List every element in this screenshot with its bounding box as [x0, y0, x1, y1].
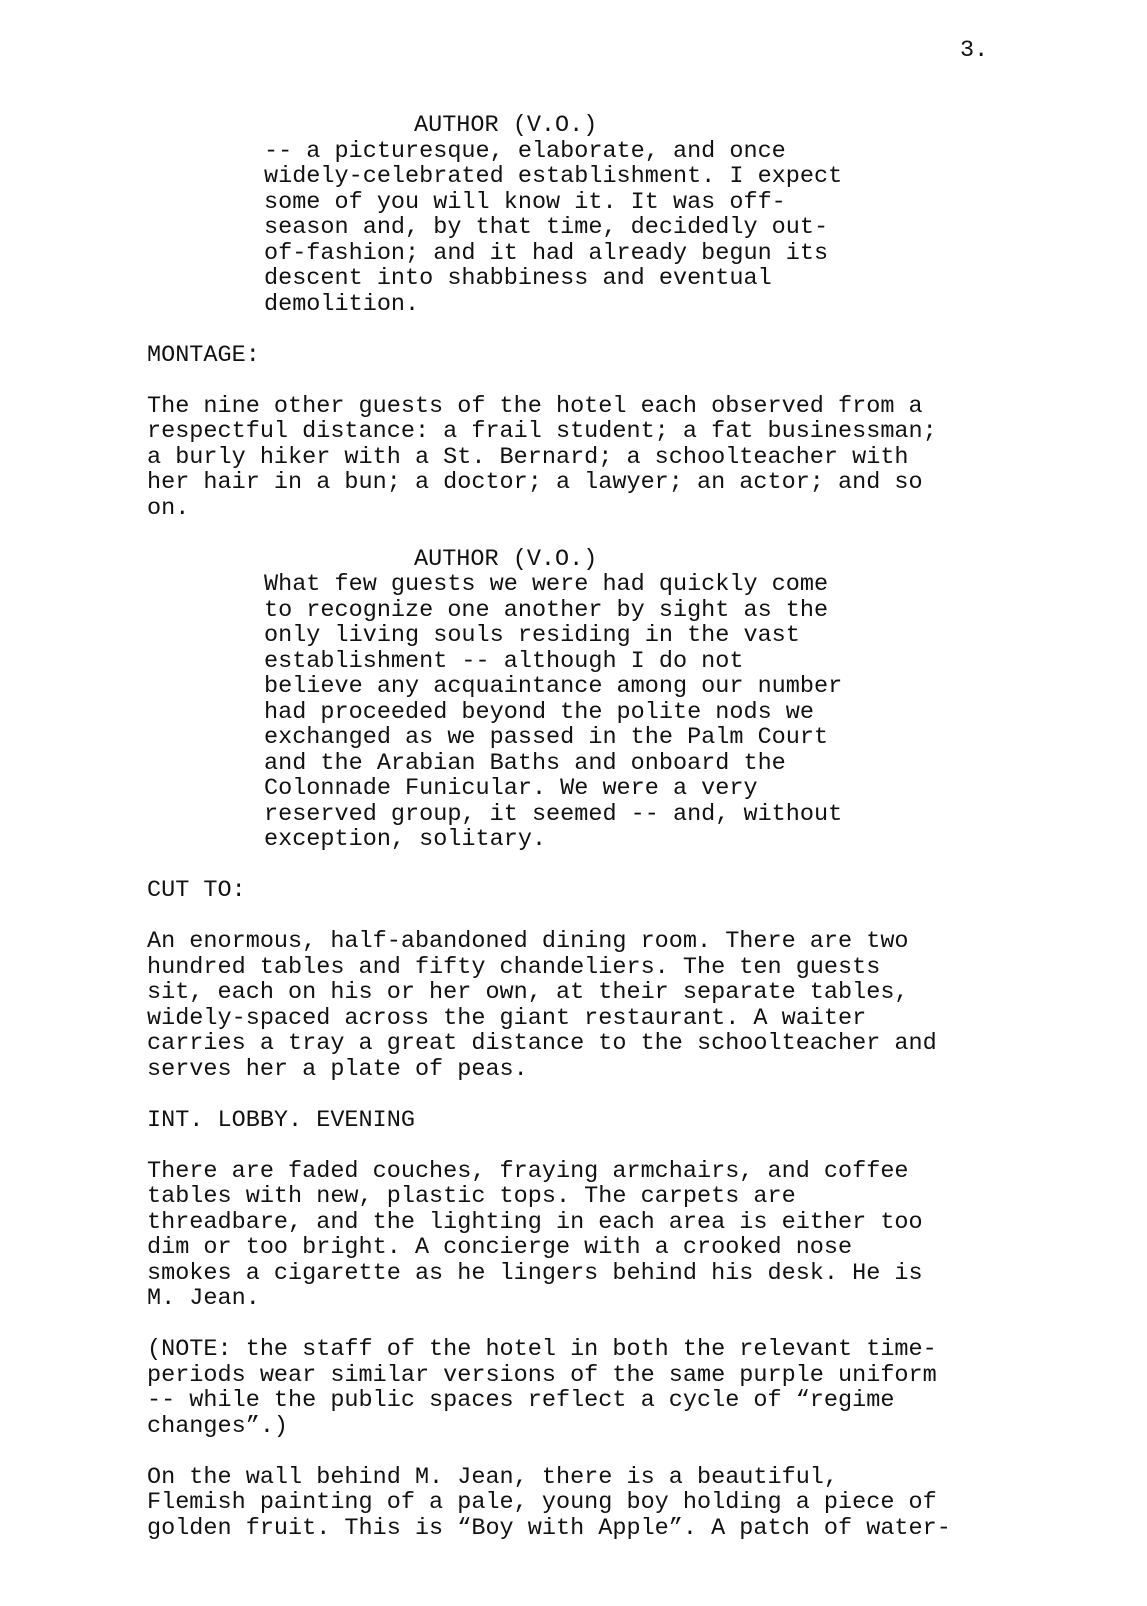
action-line: dim or too bright. A concierge with a crooked nose [147, 1234, 853, 1261]
action-line: tables with new, plastic tops. The carpets are [147, 1183, 796, 1210]
action-line: her hair in a bun; a doctor; a lawyer; an actor; and so [147, 469, 923, 496]
transition-block [147, 343, 1027, 369]
blank-line [147, 1082, 1027, 1108]
heading-line: INT. LOBBY. EVENING [147, 1106, 415, 1134]
action-block [147, 394, 1027, 522]
dialogue-line: exchanged as we passed in the Palm Court [264, 724, 829, 751]
dialogue-line: only living souls residing in the vast [264, 622, 800, 649]
dialogue-line: -- a picturesque, elaborate, and once [264, 137, 786, 165]
action-line: On the wall behind M. Jean, there is a beautiful, [147, 1463, 839, 1491]
action-block [147, 929, 1027, 1082]
dialogue-line: reserved group, it seemed -- and, without [264, 800, 843, 828]
dialogue-line: had proceeded beyond the polite nods we [264, 698, 814, 726]
dialogue-line: exception, solitary. [264, 826, 547, 853]
action-line: M. Jean. [147, 1285, 260, 1312]
transition-line: MONTAGE: [147, 341, 260, 369]
character-block [147, 113, 1027, 139]
action-line: widely-spaced across the giant restaurant. A waiter [147, 1004, 867, 1032]
action-line: changes”.) [147, 1412, 289, 1440]
action-line: periods wear similar versions of the same purple uniform [147, 1361, 937, 1389]
action-line: Flemish painting of a pale, young boy holding a piece of [147, 1489, 937, 1516]
blank-line [147, 1312, 1027, 1338]
blank-line [147, 521, 1027, 547]
action-line: threadbare, and the lighting in each area is either too [147, 1208, 923, 1236]
action-block [147, 1465, 1027, 1542]
action-line: on. [147, 494, 190, 522]
dialogue-line: and the Arabian Baths and onboard the [264, 749, 786, 777]
action-line: The nine other guests of the hotel each observed from a [147, 392, 923, 420]
action-line: hundred tables and fifty chandeliers. The ten guests [147, 953, 881, 981]
action-line: serves her a plate of peas. [147, 1055, 528, 1083]
action-line: respectful distance: a frail student; a fat businessman; [147, 418, 937, 445]
character-line: AUTHOR (V.O.) [414, 545, 598, 573]
script-content [147, 113, 1027, 1541]
character-line: AUTHOR (V.O.) [414, 112, 598, 139]
blank-line [147, 904, 1027, 930]
dialogue-line: Colonnade Funicular. We were a very [264, 775, 758, 802]
dialogue-block [147, 139, 1027, 318]
page-number: 3. [960, 37, 989, 64]
action-line: smokes a cigarette as he lingers behind his desk. He is [147, 1259, 923, 1287]
blank-line [147, 853, 1027, 879]
dialogue-line: establishment -- although I do not [264, 647, 744, 675]
dialogue-line: season and, by that time, decidedly out- [264, 214, 829, 241]
character-block [147, 547, 1027, 573]
heading-block [147, 1108, 1027, 1134]
dialogue-line: demolition. [264, 290, 420, 318]
dialogue-line: some of you will know it. It was off- [264, 188, 786, 216]
action-line: (NOTE: the staff of the hotel in both the relevant time- [147, 1336, 937, 1363]
action-line: There are faded couches, fraying armchairs, and coffee [147, 1157, 909, 1185]
action-line: carries a tray a great distance to the schoolteacher and [147, 1030, 937, 1057]
action-line: a burly hiker with a St. Bernard; a schoolteacher with [147, 443, 909, 471]
transition-block [147, 878, 1027, 904]
action-block [147, 1337, 1027, 1439]
dialogue-line: of-fashion; and it had already begun its [264, 239, 829, 267]
blank-line [147, 317, 1027, 343]
dialogue-line: believe any acquaintance among our number [264, 673, 843, 700]
action-line: -- while the public spaces reflect a cycle of “regime [147, 1387, 895, 1414]
action-line: An enormous, half-abandoned dining room. There are two [147, 928, 909, 955]
dialogue-line: to recognize one another by sight as the [264, 596, 829, 624]
blank-line [147, 1133, 1027, 1159]
action-block [147, 1159, 1027, 1312]
transition-line: CUT TO: [147, 877, 246, 904]
blank-line [147, 1439, 1027, 1465]
dialogue-line: descent into shabbiness and eventual [264, 265, 772, 292]
action-line: sit, each on his or her own, at their separate tables, [147, 979, 909, 1006]
action-line: golden fruit. This is “Boy with Apple”. A patch of water- [147, 1514, 951, 1542]
dialogue-line: What few guests we were had quickly come [264, 571, 829, 598]
blank-line [147, 368, 1027, 394]
dialogue-block [147, 572, 1027, 853]
dialogue-line: widely-celebrated establishment. I expect [264, 163, 843, 190]
